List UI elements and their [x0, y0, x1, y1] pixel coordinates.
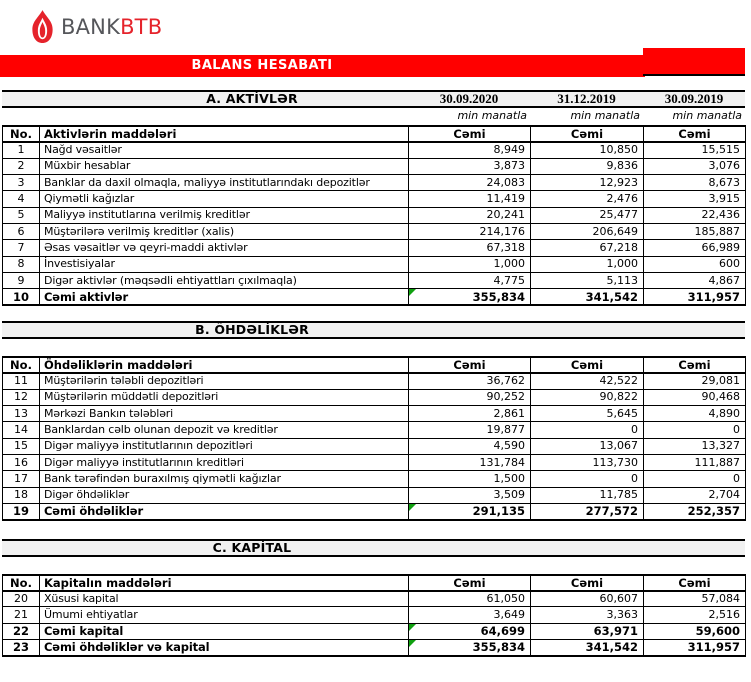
- table-row: [3, 158, 746, 174]
- row-number: 23: [3, 640, 40, 656]
- row-value: 29,081: [644, 373, 746, 389]
- section-b: [2, 321, 745, 521]
- row-label: Qiymətli kağızlar: [40, 191, 409, 207]
- no-column-header: No.: [3, 575, 40, 591]
- row-number: 22: [3, 623, 40, 639]
- row-value: 311,957: [644, 640, 746, 656]
- row-value: 15,515: [644, 142, 746, 158]
- row-number: 5: [3, 207, 40, 223]
- units-row: [2, 108, 745, 125]
- row-number: 20: [3, 591, 40, 607]
- row-value: 252,357: [644, 503, 746, 519]
- row-value: 341,542: [531, 640, 644, 656]
- row-label: Bank tərəfindən buraxılmış qiymətli kağızlar: [40, 471, 409, 487]
- row-number: 16: [3, 454, 40, 470]
- row-value: 185,887: [644, 223, 746, 239]
- row-value: 2,861: [409, 406, 531, 422]
- row-number: 14: [3, 422, 40, 438]
- row-value: 36,762: [409, 373, 531, 389]
- row-value: 67,218: [531, 240, 644, 256]
- row-value: 1,000: [531, 256, 644, 272]
- row-value: 3,509: [409, 487, 531, 503]
- row-value: 3,076: [644, 158, 746, 174]
- row-value: 22,436: [644, 207, 746, 223]
- row-value: 4,867: [644, 272, 746, 288]
- row-number: 11: [3, 373, 40, 389]
- table-row: [3, 256, 746, 272]
- section-header-bar-a: [2, 90, 745, 108]
- row-value: 13,067: [531, 438, 644, 454]
- row-label: Cəmi kapital: [40, 623, 409, 639]
- total-column-header: Cəmi: [531, 357, 644, 373]
- total-column-header: Cəmi: [409, 126, 531, 142]
- row-label: İnvestisiyalar: [40, 256, 409, 272]
- table-row: [3, 175, 746, 191]
- row-value: 59,600: [644, 623, 746, 639]
- row-number: 7: [3, 240, 40, 256]
- header-row-c: [3, 575, 746, 591]
- section-header-bar-c: [2, 539, 745, 557]
- row-value: 90,252: [409, 389, 531, 405]
- row-value: 111,887: [644, 454, 746, 470]
- row-label: Cəmi öhdəliklər və kapital: [40, 640, 409, 656]
- report-title-banner: [0, 55, 645, 77]
- row-value: 4,775: [409, 272, 531, 288]
- unit-label: min manatla: [457, 109, 527, 122]
- row-number: 3: [3, 175, 40, 191]
- table-row: [3, 207, 746, 223]
- row-value: 3,873: [409, 158, 531, 174]
- row-value: 64,699: [409, 623, 531, 639]
- row-number: 9: [3, 272, 40, 288]
- row-value: 90,468: [644, 389, 746, 405]
- row-number: 4: [3, 191, 40, 207]
- flame-icon: [29, 9, 56, 45]
- row-value: 2,476: [531, 191, 644, 207]
- table-row: [3, 289, 746, 305]
- total-column-header: Cəmi: [644, 126, 746, 142]
- row-value: 355,834: [409, 289, 531, 305]
- row-label: Banklar da daxil olmaqla, maliyyə institutlarındakı depozitlər: [40, 175, 409, 191]
- row-number: 19: [3, 503, 40, 519]
- row-label: Cəmi aktivlər: [40, 289, 409, 305]
- row-value: 3,363: [531, 607, 644, 623]
- row-value: 4,590: [409, 438, 531, 454]
- row-number: 10: [3, 289, 40, 305]
- row-label: Müştərilərin tələbli depozitləri: [40, 373, 409, 389]
- row-value: 90,822: [531, 389, 644, 405]
- row-value: 20,241: [409, 207, 531, 223]
- total-column-header: Cəmi: [531, 126, 644, 142]
- spacer-row: [2, 557, 745, 574]
- row-value: 0: [531, 471, 644, 487]
- table-row: [3, 406, 746, 422]
- row-value: 5,645: [531, 406, 644, 422]
- row-label: Müştərilərin müddətli depozitləri: [40, 389, 409, 405]
- row-number: 2: [3, 158, 40, 174]
- row-value: 277,572: [531, 503, 644, 519]
- row-value: 42,522: [531, 373, 644, 389]
- row-value: 2,704: [644, 487, 746, 503]
- logo-text-btb: BTB: [120, 14, 163, 39]
- row-label: Müştərilərə verilmiş kreditlər (xalis): [40, 223, 409, 239]
- items-column-header-b: Öhdəliklərin maddələri: [40, 357, 409, 373]
- items-column-header-c: Kapitalın maddələri: [40, 575, 409, 591]
- table-row: [3, 223, 746, 239]
- table-row: [3, 503, 746, 519]
- row-value: 8,949: [409, 142, 531, 158]
- row-value: 600: [644, 256, 746, 272]
- section-title-c: C. KAPİTAL: [212, 539, 292, 555]
- row-value: 11,785: [531, 487, 644, 503]
- row-value: 19,877: [409, 422, 531, 438]
- total-column-header: Cəmi: [409, 575, 531, 591]
- bank-logo: [29, 9, 162, 45]
- table-row: [3, 438, 746, 454]
- table-row: [3, 272, 746, 288]
- balance-table-a: [2, 125, 746, 306]
- report-date: 30.09.2020: [439, 91, 499, 106]
- logo-text: [61, 14, 163, 39]
- total-column-header: Cəmi: [531, 575, 644, 591]
- row-number: 8: [3, 256, 40, 272]
- table-row: [3, 142, 746, 158]
- report-title: BALANS HESABATI: [191, 58, 333, 73]
- row-value: 341,542: [531, 289, 644, 305]
- row-value: 10,850: [531, 142, 644, 158]
- table-row: [3, 471, 746, 487]
- no-column-header: No.: [3, 357, 40, 373]
- row-value: 25,477: [531, 207, 644, 223]
- table-row: [3, 623, 746, 639]
- row-number: 13: [3, 406, 40, 422]
- row-value: 355,834: [409, 640, 531, 656]
- table-row: [3, 240, 746, 256]
- row-value: 67,318: [409, 240, 531, 256]
- table-row: [3, 487, 746, 503]
- balance-table-b: [2, 356, 746, 521]
- row-value: 131,784: [409, 454, 531, 470]
- row-value: 2,516: [644, 607, 746, 623]
- row-value: 60,607: [531, 591, 644, 607]
- no-column-header: No.: [3, 126, 40, 142]
- row-value: 66,989: [644, 240, 746, 256]
- row-value: 12,923: [531, 175, 644, 191]
- logo-text-bank: BANK: [61, 14, 121, 39]
- sections-container: [2, 90, 745, 657]
- section-a: [2, 90, 745, 306]
- table-row: [3, 640, 746, 656]
- total-column-header: Cəmi: [644, 357, 746, 373]
- row-value: 57,084: [644, 591, 746, 607]
- row-value: 13,327: [644, 438, 746, 454]
- balance-table-c: [2, 574, 746, 657]
- row-label: Əsas vəsaitlər və qeyri-maddi aktivlər: [40, 240, 409, 256]
- table-row: [3, 607, 746, 623]
- row-label: Digər maliyyə institutlarının kreditləri: [40, 454, 409, 470]
- unit-label: min manatla: [672, 109, 742, 122]
- banner-right-red-box: [643, 48, 745, 76]
- row-value: 9,836: [531, 158, 644, 174]
- row-value: 8,673: [644, 175, 746, 191]
- row-value: 63,971: [531, 623, 644, 639]
- row-label: Müxbir hesablar: [40, 158, 409, 174]
- table-row: [3, 422, 746, 438]
- section-title-a: A. AKTİVLƏR: [206, 91, 298, 106]
- row-label: Cəmi öhdəliklər: [40, 503, 409, 519]
- table-row: [3, 373, 746, 389]
- row-label: Maliyyə institutlarına verilmiş kreditlər: [40, 207, 409, 223]
- row-value: 1,500: [409, 471, 531, 487]
- row-value: 11,419: [409, 191, 531, 207]
- section-title-b: B. ÖHDƏLİKLƏR: [195, 321, 309, 337]
- header-row-b: [3, 357, 746, 373]
- row-number: 17: [3, 471, 40, 487]
- row-value: 311,957: [644, 289, 746, 305]
- row-value: 291,135: [409, 503, 531, 519]
- spacer-row: [2, 339, 745, 356]
- row-label: Digər aktivlər (məqsədli ehtiyattları çıxılmaqla): [40, 272, 409, 288]
- table-row: [3, 591, 746, 607]
- unit-label: min manatla: [570, 109, 640, 122]
- row-label: Nağd vəsaitlər: [40, 142, 409, 158]
- section-header-bar-b: [2, 321, 745, 339]
- row-label: Digər öhdəliklər: [40, 487, 409, 503]
- table-row: [3, 389, 746, 405]
- header-row-a: [3, 126, 746, 142]
- row-label: Mərkəzi Bankın tələbləri: [40, 406, 409, 422]
- row-value: 113,730: [531, 454, 644, 470]
- total-column-header: Cəmi: [409, 357, 531, 373]
- report-date: 30.09.2019: [664, 91, 724, 106]
- row-value: 0: [644, 422, 746, 438]
- row-value: 3,649: [409, 607, 531, 623]
- row-number: 1: [3, 142, 40, 158]
- row-number: 18: [3, 487, 40, 503]
- table-row: [3, 191, 746, 207]
- row-value: 0: [531, 422, 644, 438]
- row-number: 21: [3, 607, 40, 623]
- section-c: [2, 539, 745, 657]
- report-date: 31.12.2019: [557, 91, 616, 106]
- row-label: Banklardan cəlb olunan depozit və kreditlər: [40, 422, 409, 438]
- row-label: Ümumi ehtiyatlar: [40, 607, 409, 623]
- row-value: 1,000: [409, 256, 531, 272]
- row-label: Xüsusi kapital: [40, 591, 409, 607]
- total-column-header: Cəmi: [644, 575, 746, 591]
- row-value: 24,083: [409, 175, 531, 191]
- row-label: Digər maliyyə institutlarının depozitləri: [40, 438, 409, 454]
- row-value: 206,649: [531, 223, 644, 239]
- table-row: [3, 454, 746, 470]
- row-number: 6: [3, 223, 40, 239]
- row-value: 0: [644, 471, 746, 487]
- row-value: 214,176: [409, 223, 531, 239]
- row-number: 15: [3, 438, 40, 454]
- row-value: 5,113: [531, 272, 644, 288]
- row-value: 3,915: [644, 191, 746, 207]
- items-column-header-a: Aktivlərin maddələri: [40, 126, 409, 142]
- row-value: 4,890: [644, 406, 746, 422]
- row-value: 61,050: [409, 591, 531, 607]
- row-number: 12: [3, 389, 40, 405]
